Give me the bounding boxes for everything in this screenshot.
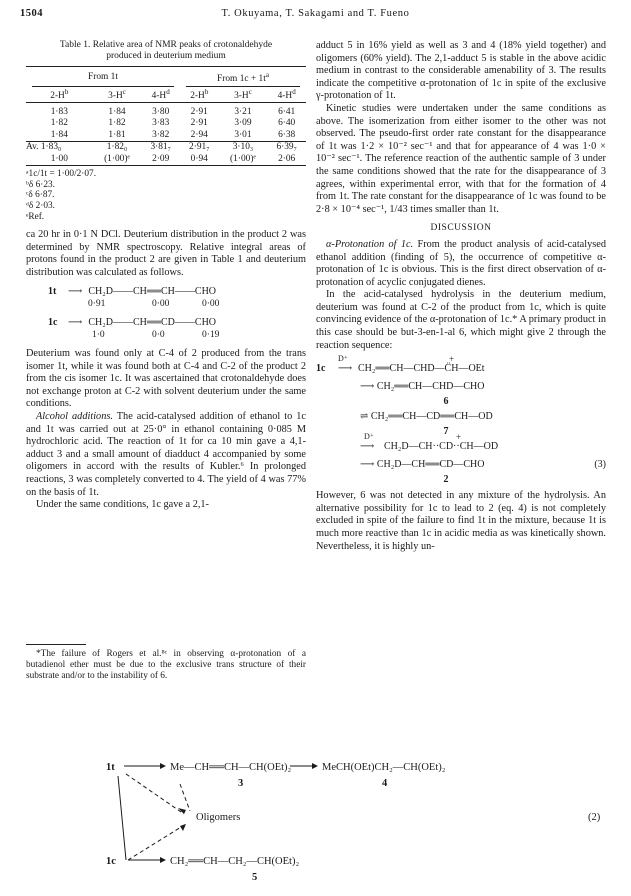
svg-text:3: 3 [238, 778, 244, 789]
table-footnote: ᶜδ 6·87. [26, 190, 55, 201]
product-5: CH₂══CH—CH₂—CH(OEt)₂ [170, 856, 300, 867]
col-header: $2-H^b$ [26, 87, 93, 103]
product-3: Me—CH══CH—CH(OEt)₂ [170, 762, 292, 773]
running-authors: T. Okuyama, T. Sakagami and T. Fueno [221, 8, 410, 19]
oligomers-label: Oligomers [196, 812, 241, 823]
col-header: $4-H^d$ [267, 87, 306, 103]
table-row: 1·83 1·84 3·80 2·91 3·21 6·41 [50, 106, 296, 117]
page-number: 1504 [20, 8, 43, 19]
running-header [20, 8, 611, 24]
reaction-sequence-3: 1c D⁺ ⟶ + CH₂══CH—CHD—C̈H—OEt ⟶ CH₂══CH—CHD—CHO 6 ⇌ CH₂══CH—CD══CH—OD 7 D⁺ ⟶ + CH₂D—CH··CD··CH—OD ⟶ CH₂D—CH══CD—CHO (3) 2 [316, 354, 606, 486]
svg-text:5: 5 [252, 872, 258, 883]
table-footnote: ᵉRef. [26, 211, 45, 222]
table-footnote: ᵈδ 2·03. [26, 201, 55, 212]
table-row: 1·84 1·81 3·82 2·94 3·01 6·38 [26, 130, 306, 142]
paragraph: α-Protonation of 1c. From the product analysis of acid-catalysed ethanol addition (finding of 5), the occurrence of competitive α-protonation of 1c is obvious. This is the first direct observation of α-protonation of acyclic conjugated dienes. [316, 238, 606, 288]
deuterium-distribution-1t: 1t ⟶ CH₂D——CH══CH——CHO 0·91 0·00 0·00 [48, 285, 220, 310]
page-footnote: *The failure of Rogers et al.⁸ᶜ in observing α-protonation of a butadienol ether must be due to the exclusive trans structure of their substrate and/or to the instability of 6. [26, 644, 306, 682]
paragraph: Deuterium was found only at C-4 of 2 produced from the trans isomer 1t, while it was found both at C-4 and C-2 of the product 2 from the cis isomer 1c. It was ascertained that crotonaldehyde does not exchange proton at C-2 with solvent deuterium under the same conditions. [26, 347, 306, 410]
reactant-1t: 1t [106, 762, 115, 773]
paragraph: However, 6 was not detected in any mixture of the hydrolysis. An alternative possibility for 1c to lead to 2 (eq. 4) is not completely excluded in spite of the failure to find 1t in the mixture, because 1t is much more reactive than 1c in acidic media as was kinetically shown. Nevertheless, it is highly un- [316, 490, 606, 552]
table-caption-line2: produced in deuterium medium [106, 51, 226, 61]
col-header: $3-H^c$ [219, 87, 268, 103]
svg-text:4: 4 [382, 778, 388, 789]
table-footnote: ᵇδ 6·23. [26, 179, 55, 190]
left-column [26, 40, 306, 512]
table-group-from-1c-1t: From $1c + 1t^a$ [180, 67, 306, 86]
deuterium-distribution-1c: 1c ⟶ CH₂D——CH══CD——CHO 1·0 0·0 0·19 [48, 316, 220, 341]
table-row: 1·82 1·82 3·83 2·91 3·09 6·40 [50, 118, 296, 129]
section-heading-discussion: DISCUSSION [430, 223, 492, 234]
reactant-1c: 1c [106, 856, 116, 867]
equation-number: (3) [594, 459, 606, 471]
col-header: $3-H^c$ [93, 87, 142, 103]
col-header: $2-H^b$ [180, 87, 219, 103]
right-column [316, 40, 606, 553]
equation-number: (2) [588, 812, 601, 823]
product-4: MeCH(OEt)CH₂—CH(OEt)₂ [322, 762, 446, 773]
table-ratio-row: 1·00 (1·00)ᵉ 2·09 0·94 (1·00)ᵉ 2·06 [26, 154, 306, 166]
paragraph: Alcohol additions. The acid-catalysed addition of ethanol to 1c and 1t was carried out at 25·0° in ethanol containing 0·085 M hydrochloric acid. The reaction of 1t for ca 10 min gave a 4,1-adduct 3 and a small amount of diadduct 4 accompanied by some oligomers in accord with the results of Kubler.⁶ In prolonged reactions, 3 was completely converted to 4. The yield of 4 was 77% on the basis of 1t. [26, 410, 306, 498]
nmr-table [26, 66, 306, 166]
paragraph: adduct 5 in 16% yield as well as 3 and 4 (18% yield together) and oligomers (60% yield). The 2,1-adduct 5 is stable in the above acidic medium in contrast to the considerable amenability of 3. The results indicate the competitive α-protonation of 1c in spite of the exclusive γ-protonation of 1t. [316, 40, 606, 102]
paragraph: In the acid-catalysed hydrolysis in the deuterium medium, deuterium was found at C-2 of the product from 1c, which is quite convincing evidence of the α-protonation of 1c.* A primary product in this case should be but-3-en-1-al 6, which might give 2 through the reaction sequence: [316, 289, 606, 351]
table-average-row: Av. 1·83₀ 1·82₀ 3·81₇ 2·91₇ 3·10₃ 6·39₇ [26, 142, 297, 153]
paragraph: ca 20 hr in 0·1 N DCl. Deuterium distribution in the product 2 was determined by NMR spectroscopy. Relative integral areas of protons found in the product 2 are given in Table 1 and deuterium distribution was calculated as follows. [26, 229, 306, 278]
table-footnote: ᵃ1c/1t = 1·00/2·07. [26, 169, 97, 180]
reaction-scheme-2 [0, 756, 631, 886]
table-group-from-1t: From 1t [26, 67, 180, 86]
paragraph: Under the same conditions, 1c gave a 2,1- [36, 499, 209, 511]
table-footnotes [26, 169, 306, 222]
paragraph: Kinetic studies were undertaken under the same conditions as above. The isomerization from either isomer to the other was not observed. The pseudo-first order rate constant for the disappearance of 1t was 1·2 × 10⁻² sec⁻¹ and that for appearance of 4 was 1·0 × 10⁻² sec⁻¹. The reference reaction of the authentic sample of 3 under the same conditions showed that the rate for the disappearance of 3 agrees, within experimental error, with that for the formation of 4 from 1t. The rate constant for the disappearance of 1c was found to be 2·8 × 10⁻⁴ sec⁻¹, 1/43 times smaller than 1t. [316, 102, 606, 215]
col-header: $4-H^d$ [141, 87, 180, 103]
table-caption-line1: Table 1. Relative area of NMR peaks of crotonaldehyde [59, 40, 273, 50]
table-caption [26, 40, 306, 62]
